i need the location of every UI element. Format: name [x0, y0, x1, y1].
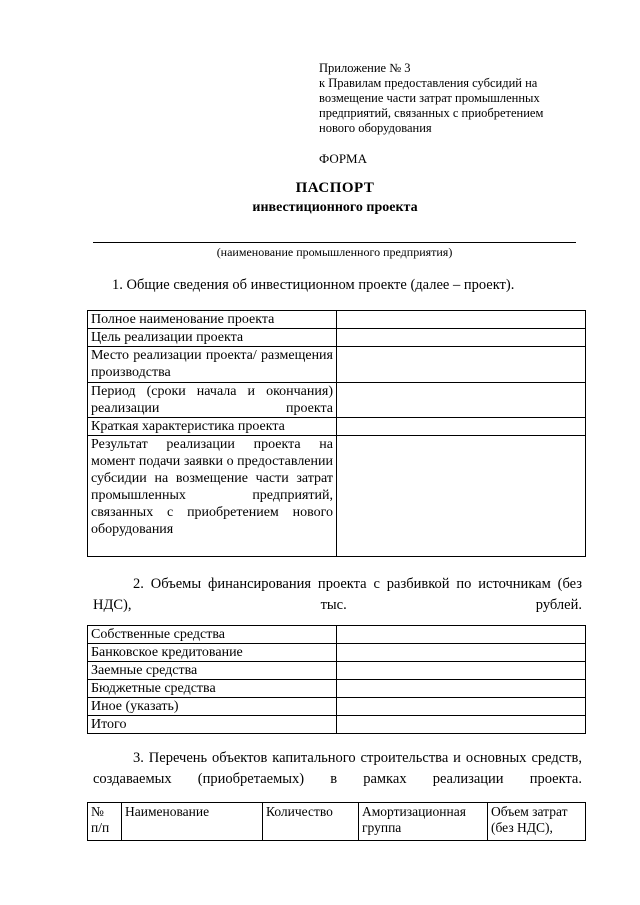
- row-label: Период (сроки начала и окончания) реализации проекта: [88, 383, 337, 418]
- row-label: Краткая характеристика проекта: [88, 418, 337, 436]
- section-3-heading: 3. Перечень объектов капитального строительства и основных средств, создаваемых (приобретаемых) в рамках реализации проекта.: [93, 750, 582, 787]
- value-cell[interactable]: [337, 347, 586, 383]
- document-title: ПАСПОРТ: [295, 180, 375, 196]
- row-label: Результат реализации проекта на момент подачи заявки о предоставлении субсидии на возмещение части затрат промышленных предприятий, связанных с приобретением нового оборудования: [88, 436, 337, 557]
- table-row: [88, 680, 586, 698]
- appendix-line: Приложение № 3: [319, 61, 411, 75]
- section-1-heading: 1. Общие сведения об инвестиционном проекте (далее – проект).: [112, 277, 515, 293]
- row-label: Полное наименование проекта: [88, 311, 337, 329]
- table-row: [88, 418, 586, 436]
- value-cell[interactable]: [337, 383, 586, 418]
- value-cell[interactable]: [337, 626, 586, 644]
- value-cell[interactable]: [337, 698, 586, 716]
- table-row: [88, 698, 586, 716]
- table-row: [88, 662, 586, 680]
- value-cell[interactable]: [337, 436, 586, 557]
- table-row: [88, 329, 586, 347]
- row-label: Место реализации проекта/ размещения производства: [88, 347, 337, 383]
- section-2-heading: 2. Объемы финансирования проекта с разбивкой по источникам (без НДС), тыс. рублей.: [93, 576, 582, 613]
- appendix-line: к Правилам предоставления субсидий на: [319, 76, 538, 90]
- value-cell[interactable]: [337, 418, 586, 436]
- row-label: Банковское кредитование: [88, 644, 337, 662]
- table-row: [88, 436, 586, 557]
- appendix-line: предприятий, связанных с приобретением: [319, 106, 544, 120]
- table-row: [88, 347, 586, 383]
- table-row: [88, 644, 586, 662]
- column-header-costs: Объем затрат (без НДС),: [488, 803, 586, 841]
- value-cell[interactable]: [337, 644, 586, 662]
- value-cell[interactable]: [337, 329, 586, 347]
- row-label: Собственные средства: [88, 626, 337, 644]
- value-cell[interactable]: [337, 662, 586, 680]
- financing-table: [87, 625, 586, 734]
- table-header-row: [88, 803, 586, 841]
- enterprise-name-line[interactable]: [93, 242, 576, 243]
- table-row: [88, 626, 586, 644]
- row-label: Бюджетные средства: [88, 680, 337, 698]
- column-header-depreciation-group: Амортизационная группа: [359, 803, 488, 841]
- row-label: Цель реализации проекта: [88, 329, 337, 347]
- value-cell[interactable]: [337, 716, 586, 734]
- appendix-block: [319, 61, 589, 136]
- table-row: [88, 311, 586, 329]
- appendix-line: нового оборудования: [319, 121, 432, 135]
- value-cell[interactable]: [337, 311, 586, 329]
- general-info-table: [87, 310, 586, 557]
- table-row: [88, 716, 586, 734]
- row-label: Иное (указать): [88, 698, 337, 716]
- table-row: [88, 383, 586, 418]
- assets-table: [87, 802, 586, 841]
- value-cell[interactable]: [337, 680, 586, 698]
- row-label: Итого: [88, 716, 337, 734]
- enterprise-name-caption: (наименование промышленного предприятия): [216, 245, 453, 259]
- column-header-quantity: Количество: [263, 803, 359, 841]
- column-header-number: № п/п: [88, 803, 122, 841]
- document-subtitle: инвестиционного проекта: [252, 200, 418, 215]
- form-label: ФОРМА: [319, 151, 367, 166]
- column-header-name: Наименование: [122, 803, 263, 841]
- appendix-line: возмещение части затрат промышленных: [319, 91, 540, 105]
- row-label: Заемные средства: [88, 662, 337, 680]
